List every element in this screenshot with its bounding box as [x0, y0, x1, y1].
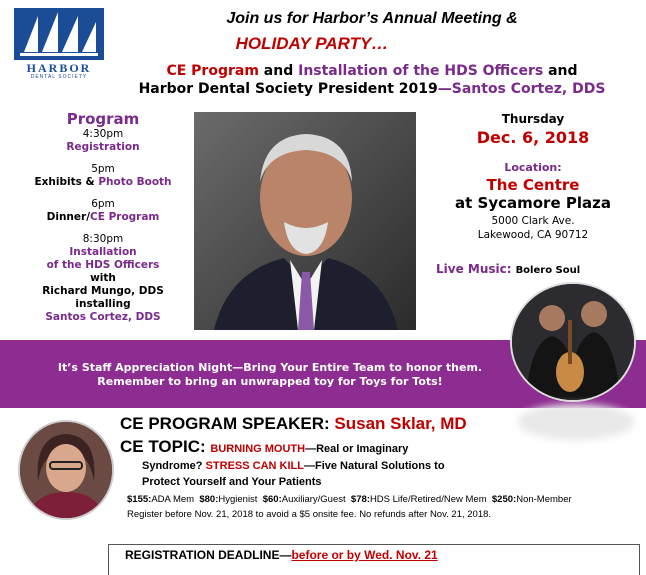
header-president-name: —Santos Cortez, DDS	[437, 81, 606, 97]
fee-category: ADA Mem	[151, 494, 195, 505]
header-text: and	[543, 63, 578, 79]
venue-address-2: Lakewood, CA 90712	[477, 229, 589, 241]
fee-price: $155:	[127, 494, 152, 505]
program-title: Program	[66, 110, 140, 128]
fee-category: HDS Life/Retired/New Mem	[369, 494, 487, 505]
event-details	[428, 112, 638, 242]
band-photo	[510, 282, 636, 402]
venue-name: The Centre	[486, 176, 580, 194]
header-line-4	[112, 81, 632, 97]
president-photo	[194, 112, 416, 330]
program-desc-highlight: CE Program	[90, 211, 160, 223]
header-holiday-party: HOLIDAY PARTY…	[235, 34, 389, 53]
live-music	[436, 258, 580, 277]
event-day: Thursday	[501, 112, 565, 126]
topic-line-3: Protect Yourself and Your Patients	[142, 476, 322, 488]
topic-line-2	[142, 460, 445, 472]
topic-highlight: STRESS CAN KILL	[205, 460, 304, 472]
program-desc: Dinner/	[46, 211, 91, 223]
header-text: and	[258, 63, 299, 79]
header-line-3	[112, 63, 632, 79]
fee-list	[127, 494, 572, 505]
program-desc-highlight: Santos Cortez, DDS	[45, 311, 161, 323]
program-time: 5pm	[91, 163, 115, 175]
header-president: Harbor Dental Society President 2019	[138, 81, 438, 97]
sailboat-logo-icon	[14, 8, 104, 60]
banner-text	[20, 361, 520, 389]
speaker-label: CE PROGRAM SPEAKER:	[120, 414, 335, 433]
speaker-name: Susan Sklar, MD	[334, 414, 467, 433]
location-label: Location:	[504, 161, 562, 174]
speaker-line	[120, 414, 467, 434]
program-time: 4:30pm	[82, 128, 124, 140]
program-item	[18, 198, 188, 224]
program-time: 6pm	[91, 198, 115, 210]
speaker-photo	[18, 420, 114, 520]
program-desc: Richard Mungo, DDS	[42, 285, 164, 297]
fee-category: Auxiliary/Guest	[281, 494, 346, 505]
banner-line-1: It’s Staff Appreciation Night—Bring Your Entire Team to honor them.	[57, 361, 483, 374]
header-ce-program: CE Program	[166, 63, 259, 79]
logo-subtitle: DENTAL SOCIETY	[30, 74, 88, 80]
fee-category: Hygienist	[218, 494, 258, 505]
program-desc: installing	[75, 298, 131, 310]
program-desc-highlight: Photo Booth	[98, 176, 172, 188]
topic-text: —Five Natural Solutions to	[303, 460, 445, 472]
topic-line	[120, 437, 408, 457]
event-date: Dec. 6, 2018	[476, 128, 590, 147]
header-installation: Installation of the HDS Officers	[298, 63, 544, 79]
program-desc-highlight: Installation	[69, 246, 137, 258]
program-desc: with	[90, 272, 116, 284]
music-label: Live Music:	[436, 262, 512, 276]
program-desc: Exhibits &	[34, 176, 99, 188]
program-item	[18, 233, 188, 324]
logo-word: HARBOR	[26, 61, 92, 75]
band-name: Bolero Soul	[515, 265, 581, 276]
program-desc: Registration	[66, 141, 140, 153]
deadline-date: before or by Wed. Nov. 21	[291, 548, 438, 562]
program-time: 8:30pm	[82, 233, 124, 245]
program-desc-highlight: of the HDS Officers	[46, 259, 160, 271]
registration-deadline	[125, 548, 438, 562]
venue-address-1: 5000 Clark Ave.	[491, 215, 575, 227]
deadline-label: REGISTRATION DEADLINE—	[125, 548, 292, 562]
venue-name-2: at Sycamore Plaza	[455, 194, 611, 212]
topic-highlight: BURNING MOUTH	[210, 443, 306, 455]
fee-price: $80:	[199, 494, 219, 505]
fee-price: $250:	[491, 494, 517, 505]
topic-label: CE TOPIC:	[120, 437, 211, 456]
program-item	[18, 163, 188, 189]
harbor-logo	[14, 8, 104, 80]
decorative-shadow	[518, 404, 634, 440]
registration-note: Register before Nov. 21, 2018 to avoid a $5 onsite fee. No refunds after Nov. 21, 2018.	[127, 509, 492, 520]
program-item	[18, 128, 188, 154]
fee-price: $60:	[262, 494, 282, 505]
fee-price: $78:	[350, 494, 370, 505]
topic-text: Syndrome?	[142, 460, 206, 472]
fee-category: Non-Member	[516, 494, 572, 505]
header-line-1: Join us for Harbor’s Annual Meeting &	[226, 10, 518, 27]
program-schedule	[18, 110, 188, 324]
topic-text: —Real or Imaginary	[305, 443, 409, 455]
banner-line-2: Remember to bring an unwrapped toy for Toys for Tots!	[97, 375, 443, 388]
